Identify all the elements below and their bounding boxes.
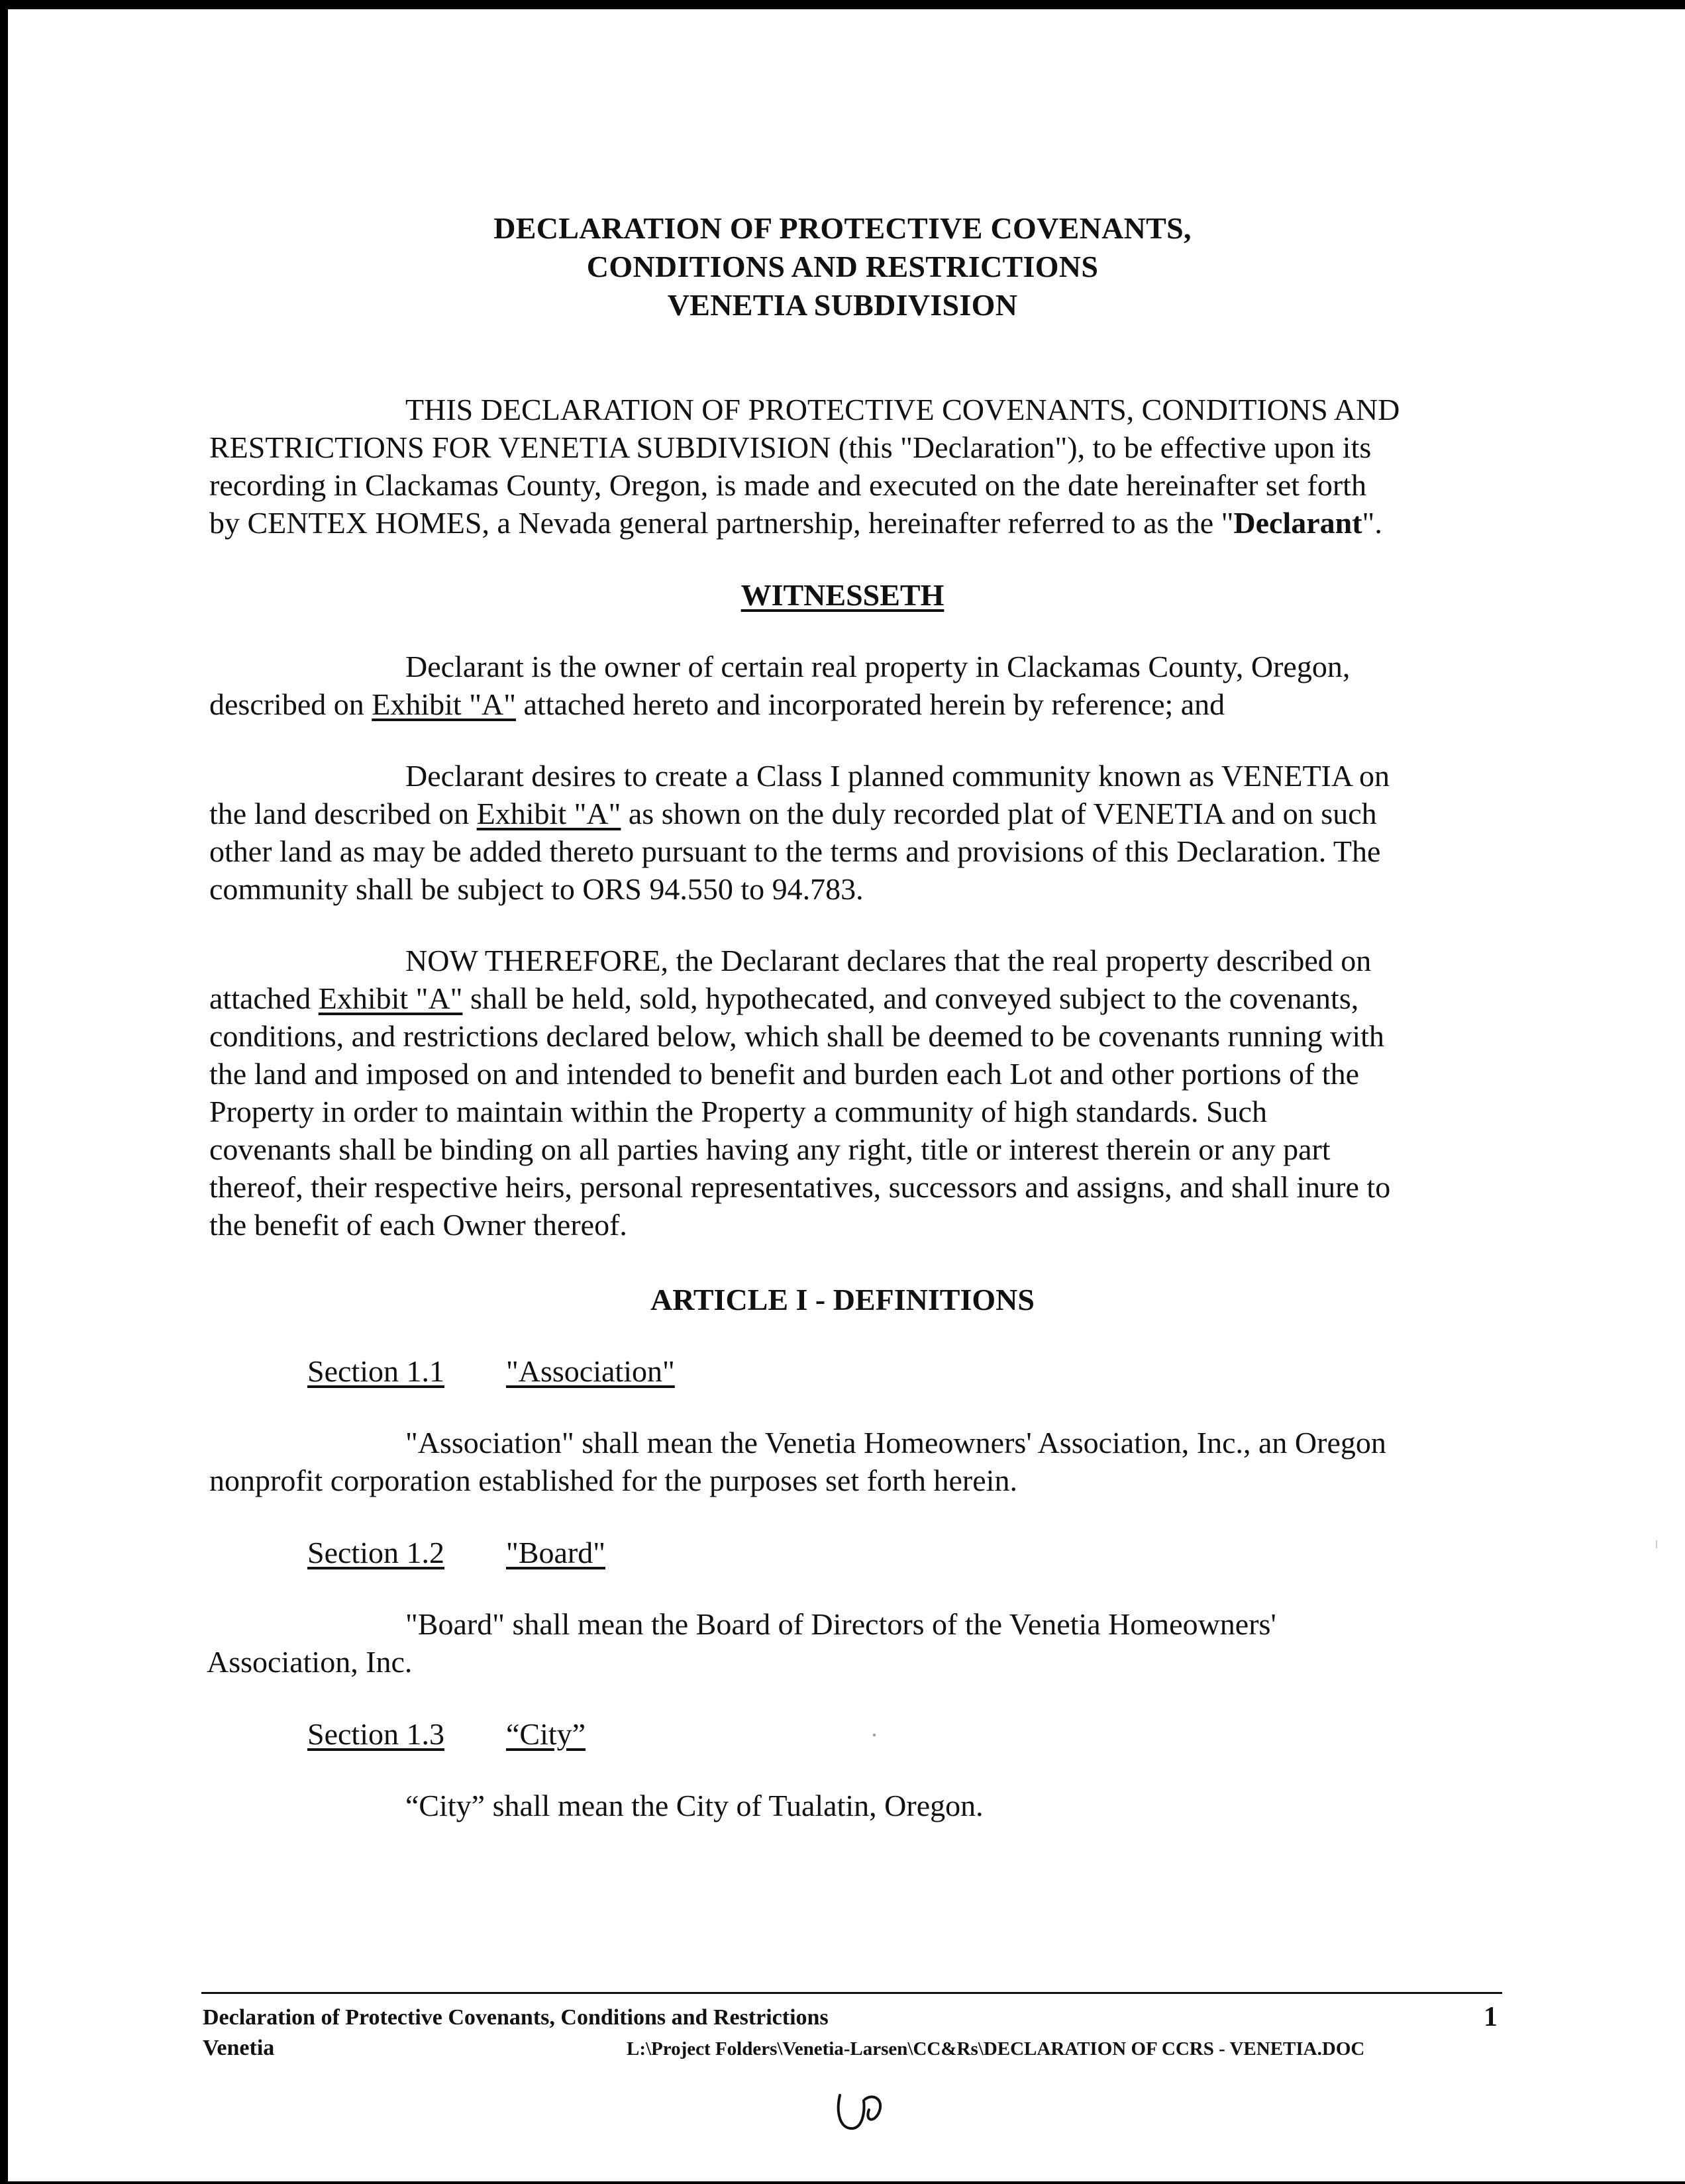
page-number: 1 bbox=[1484, 2002, 1498, 2032]
declarant-term: Declarant bbox=[1233, 506, 1362, 540]
exhibit-a-reference: Exhibit "A" bbox=[476, 797, 621, 830]
footer-project: Venetia bbox=[203, 2036, 275, 2060]
section-1-1-line-2: nonprofit corporation established for the purposes set forth herein. bbox=[209, 1464, 1017, 1497]
exhibit-a-reference: Exhibit "A" bbox=[318, 981, 463, 1015]
para3-line-1: NOW THEREFORE, the Declarant declares that the real property described on bbox=[405, 944, 1372, 977]
para2-line-2-post: as shown on the duly recorded plat of VENETIA and on such bbox=[621, 797, 1377, 830]
para1-line-1: Declarant is the owner of certain real property in Clackamas County, Oregon, bbox=[405, 650, 1351, 683]
section-1-1-line-1: "Association" shall mean the Venetia Homeowners' Association, Inc., an Oregon bbox=[405, 1426, 1386, 1460]
para1-line-2-pre: described on bbox=[209, 687, 372, 721]
section-1-1-term: "Association" bbox=[506, 1354, 675, 1388]
para2-line-3: other land as may be added thereto pursuant to the terms and provisions of this Declaration. The bbox=[209, 834, 1381, 868]
intro-line-4-text: by CENTEX HOMES, a Nevada general partnership, hereinafter referred to as the " bbox=[209, 506, 1234, 540]
document-title-line-1: DECLARATION OF PROTECTIVE COVENANTS, bbox=[493, 211, 1192, 245]
para2-line-4: community shall be subject to ORS 94.550 to 94.783. bbox=[209, 872, 864, 906]
witnesseth-heading: WITNESSETH bbox=[740, 578, 945, 612]
para3-line-5: Property in order to maintain within the Property a community of high standards. Such bbox=[209, 1095, 1267, 1128]
para3-line-6: covenants shall be binding on all parties having any right, title or interest therein or any part bbox=[209, 1132, 1331, 1166]
section-1-2-line-1: "Board" shall mean the Board of Directors of the Venetia Homeowners' bbox=[405, 1607, 1276, 1641]
intro-line-1: THIS DECLARATION OF PROTECTIVE COVENANTS, CONDITIONS AND bbox=[405, 393, 1400, 426]
scan-speck bbox=[1656, 1540, 1657, 1548]
section-1-3-line-1: “City” shall mean the City of Tualatin, Oregon. bbox=[405, 1789, 984, 1822]
article-1-heading: ARTICLE I - DEFINITIONS bbox=[650, 1283, 1035, 1316]
footer-title: Declaration of Protective Covenants, Conditions and Restrictions bbox=[203, 2005, 829, 2030]
para3-line-2 bbox=[209, 981, 1358, 1016]
section-1-1-number: Section 1.1 bbox=[307, 1354, 444, 1388]
section-1-2-number: Section 1.2 bbox=[307, 1536, 444, 1569]
intro-line-3: recording in Clackamas County, Oregon, is made and executed on the date hereinafter set forth bbox=[209, 468, 1366, 502]
para3-line-2-pre: attached bbox=[209, 981, 319, 1015]
para1-line-2-post: attached hereto and incorporated herein by reference; and bbox=[515, 687, 1225, 721]
para3-line-7: thereof, their respective heirs, personal representatives, successors and assigns, and shall inure to bbox=[209, 1170, 1391, 1204]
para2-line-2-pre: the land described on bbox=[209, 797, 477, 830]
footer-file-path: L:\Project Folders\Venetia-Larsen\CC&Rs\DECLARATION OF CCRS - VENETIA.DOC bbox=[627, 2038, 1365, 2060]
para3-line-3: conditions, and restrictions declared below, which shall be deemed to be covenants running with bbox=[209, 1019, 1384, 1053]
section-1-3-number: Section 1.3 bbox=[307, 1717, 444, 1751]
section-1-3-term: “City” bbox=[506, 1717, 586, 1751]
document-title-line-3: VENETIA SUBDIVISION bbox=[667, 288, 1018, 322]
para2-line-1: Declarant desires to create a Class I planned community known as VENETIA on bbox=[405, 759, 1390, 793]
para2-line-2 bbox=[209, 796, 1377, 831]
footer-rule bbox=[201, 1992, 1502, 1994]
intro-line-4 bbox=[209, 505, 1382, 540]
para3-line-2-post: shall be held, sold, hypothecated, and conveyed subject to the covenants, bbox=[462, 981, 1359, 1015]
section-1-2-line-2: Association, Inc. bbox=[207, 1645, 413, 1679]
section-1-2-term: "Board" bbox=[506, 1536, 605, 1569]
handwritten-initials-icon bbox=[831, 2086, 890, 2139]
intro-line-2: RESTRICTIONS FOR VENETIA SUBDIVISION (this "Declaration"), to be effective upon its bbox=[209, 430, 1372, 464]
para3-line-4: the land and imposed on and intended to benefit and burden each Lot and other portions of the bbox=[209, 1057, 1360, 1091]
intro-line-4-end: ". bbox=[1362, 506, 1382, 540]
document-title-line-2: CONDITIONS AND RESTRICTIONS bbox=[586, 250, 1099, 283]
para1-line-2 bbox=[209, 687, 1225, 722]
para3-line-8: the benefit of each Owner thereof. bbox=[209, 1208, 627, 1242]
scan-speck bbox=[873, 1734, 876, 1736]
exhibit-a-reference: Exhibit "A" bbox=[372, 687, 516, 721]
